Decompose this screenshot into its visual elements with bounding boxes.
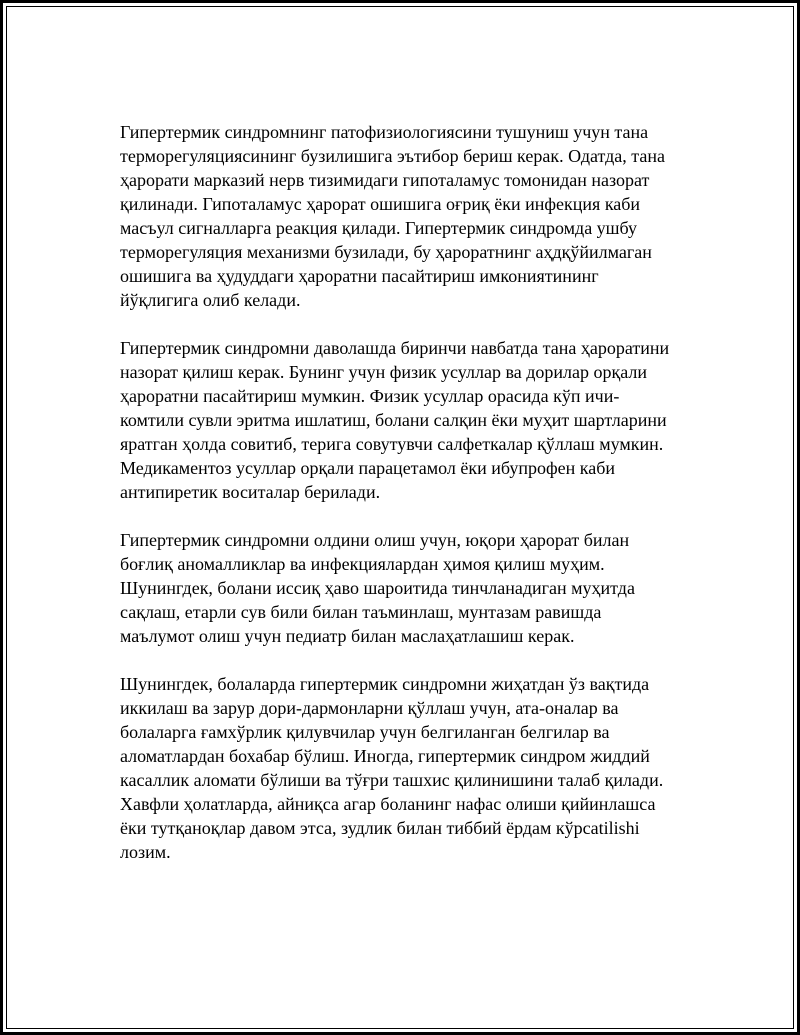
text-line: касаллик аломати бўлиши ва тўғри ташхис қилинишини талаб қилади. xyxy=(120,770,664,790)
text-line: яратган ҳолда совитиб, терига совутувчи салфеткалар қўллаш мумкин. xyxy=(120,434,664,454)
text-line: ҳароратни пасайтириш мумкин. Физик усуллар орасида кўп ичи- xyxy=(120,386,620,406)
text-line: ёки тутқаноқлар давом этса, зудлик билан тиббий ёрдам кўрсatilishi xyxy=(120,818,640,838)
text-line: Шунингдек, болани иссиқ ҳаво шароитида тинчланадиган муҳитда xyxy=(120,578,635,598)
document-body xyxy=(120,120,700,864)
text-line: қилинади. Гипоталамус ҳарорат ошишига оғриқ ёки инфекция каби xyxy=(120,194,641,214)
text-line: Гипертермик синдромнинг патофизиологиясини тушуниш учун тана xyxy=(120,122,649,142)
text-line: Гипертермик синдромни даволашда биринчи навбатда тана ҳароратини xyxy=(120,338,670,358)
paragraph-4 xyxy=(120,672,700,864)
text-line: ҳарорати марказий нерв тизимидаги гипоталамус томонидан назорат xyxy=(120,170,650,190)
text-line: антипиретик воситалар берилади. xyxy=(120,482,381,502)
text-line: комтили сувли эритма ишлатиш, болани салқин ёки муҳит шартларини xyxy=(120,410,667,430)
text-line: Шунингдек, болаларда гипертермик синдромни жиҳатдан ўз вақтида xyxy=(120,674,650,694)
text-line: иккилаш ва зарур дори-дармонларни қўллаш учун, ата-оналар ва xyxy=(120,698,619,718)
text-line: терморегуляция механизми бузилади, бу ҳароратнинг аҳдқўйилмаган xyxy=(120,242,652,262)
text-line: Гипертермик синдромни олдини олиш учун, юқори ҳарорат билан xyxy=(120,530,630,550)
text-line: назорат қилиш керак. Бунинг учун физик усуллар ва дорилар орқали xyxy=(120,362,647,382)
text-line: масъул сигналларга реакция қилади. Гипертермик синдромда ушбу xyxy=(120,218,638,238)
text-line: Хавфли ҳолатларда, айниқса агар боланинг нафас олиши қийинлашса xyxy=(120,794,656,814)
text-line: аломатлардан бохабар бўлиш. Иногда, гипертермик синдром жиддий xyxy=(120,746,650,766)
text-line: боғлиқ аномалликлар ва инфекциялардан ҳимоя қилиш муҳим. xyxy=(120,554,605,574)
text-line: Медикаментоз усуллар орқали парацетамол ёки ибупрофен каби xyxy=(120,458,616,478)
text-line: йўқлигига олиб келади. xyxy=(120,290,301,310)
paragraph-1 xyxy=(120,120,700,312)
text-line: болаларга ғамхўрлик қилувчилар учун белгиланган белгилар ва xyxy=(120,722,610,742)
text-line: маълумот олиш учун педиатр билан маслаҳатлашиш керак. xyxy=(120,626,575,646)
text-line: лозим. xyxy=(120,842,171,862)
paragraph-2 xyxy=(120,336,700,504)
text-line: ошишига ва ҳудуддаги ҳароратни пасайтириш имкониятининг xyxy=(120,266,599,286)
paragraph-3 xyxy=(120,528,700,648)
text-line: сақлаш, етарли сув били билан таъминлаш, мунтазам равишда xyxy=(120,602,602,622)
text-line: терморегуляциясининг бузилишига эътибор бериш керак. Одатда, тана xyxy=(120,146,665,166)
